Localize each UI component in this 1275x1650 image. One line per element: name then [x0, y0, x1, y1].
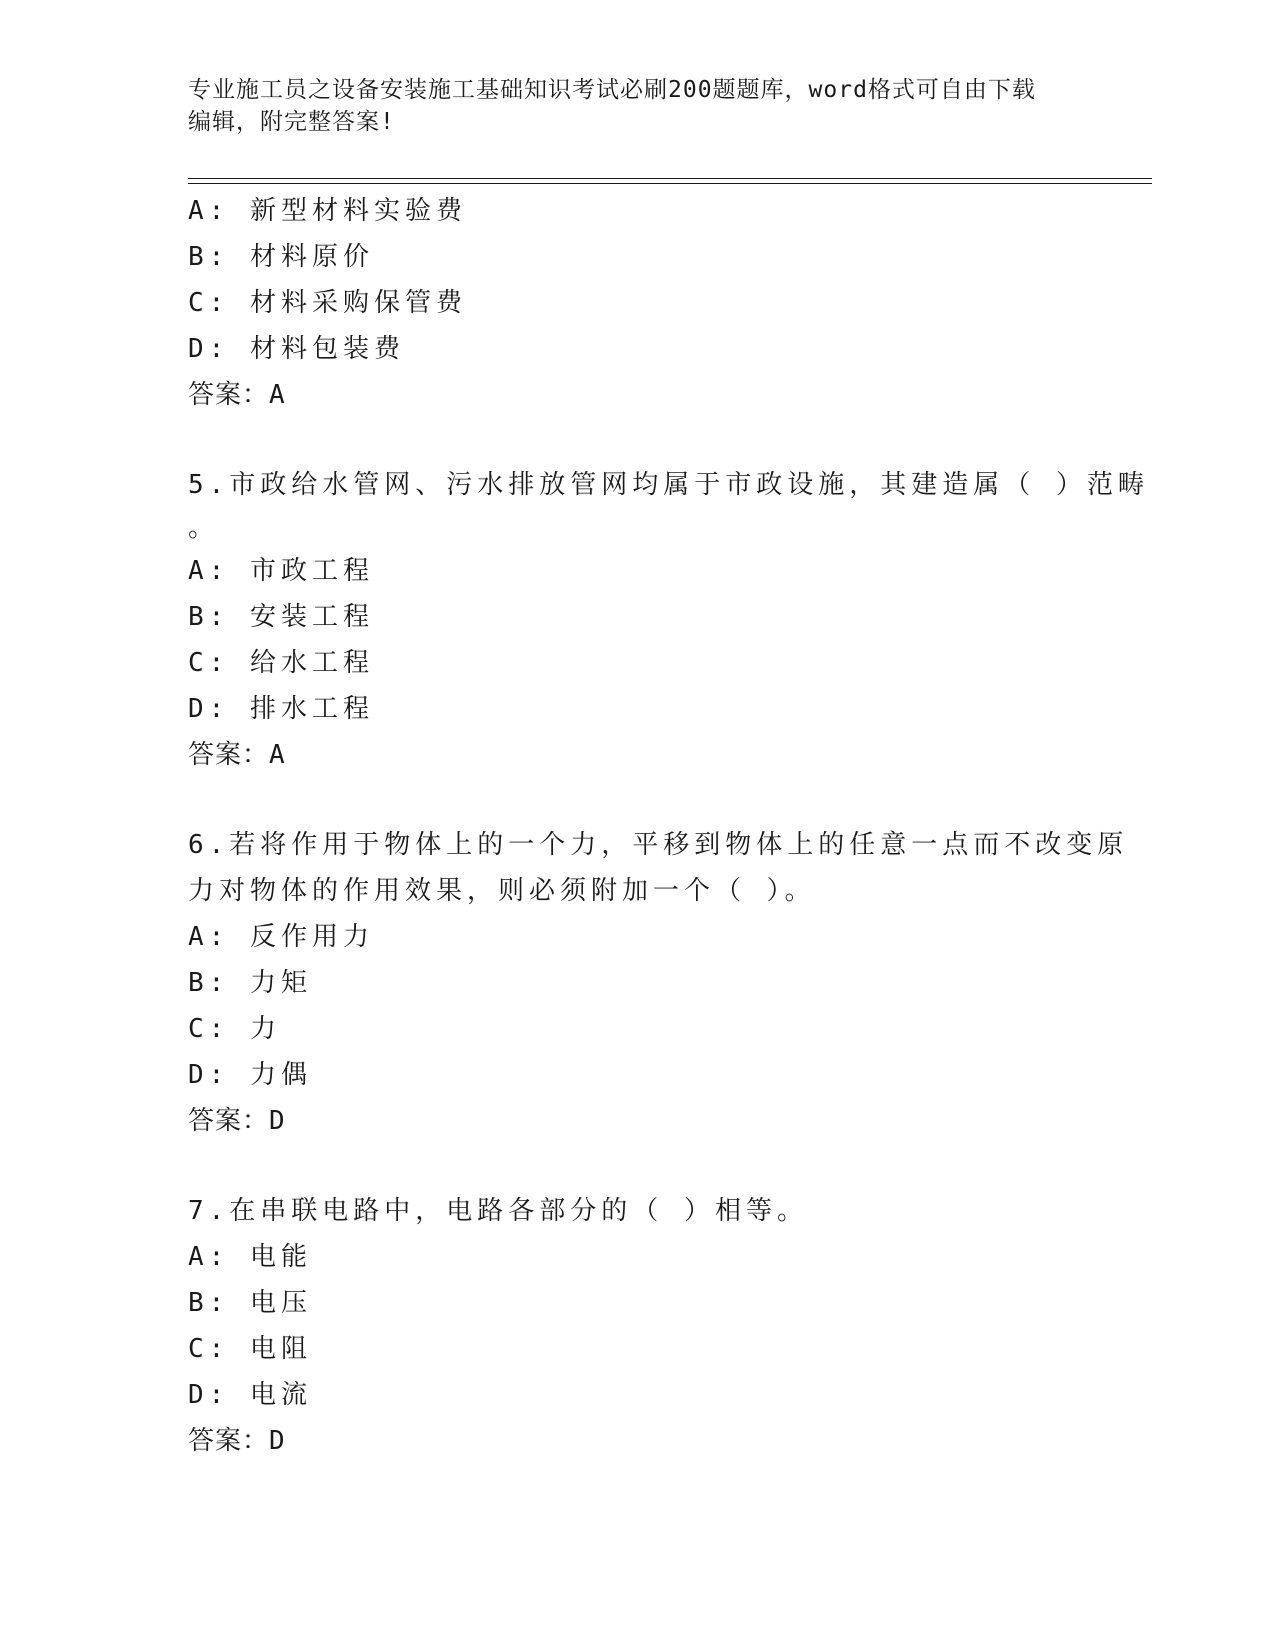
q7-option-c: C: 电阻: [188, 1334, 312, 1364]
q6-text-line-2: 力对物体的作用效果，则必须附加一个（ ）。: [188, 876, 816, 906]
q7-answer: 答案：D: [188, 1426, 286, 1456]
q6-option-b: B: 力矩: [188, 968, 312, 998]
q4-option-c: C: 材料采购保管费: [188, 288, 467, 318]
q5-option-d: D: 排水工程: [188, 694, 374, 724]
q5-option-c: C: 给水工程: [188, 648, 374, 678]
q5-text-line-1: 5.市政给水管网、污水排放管网均属于市政设施，其建造属（ ）范畴: [188, 470, 1149, 500]
spacer: [188, 1144, 1108, 1188]
q7-option-a: A: 电能: [188, 1242, 312, 1272]
question-7: [188, 1188, 1108, 1464]
q7-option-d: D: 电流: [188, 1380, 312, 1410]
q5-text-line-2: 。: [188, 513, 220, 543]
q6-option-a: A: 反作用力: [188, 922, 374, 952]
q6-answer: 答案：D: [188, 1106, 286, 1136]
q5-option-a: A: 市政工程: [188, 556, 374, 586]
header-divider-top: [188, 178, 1152, 179]
spacer: [188, 778, 1108, 822]
question-4: [188, 188, 1108, 418]
q7-option-b: B: 电压: [188, 1288, 312, 1318]
question-5: [188, 462, 1149, 778]
q6-text-line-1: 6.若将作用于物体上的一个力，平移到物体上的任意一点而不改变原: [188, 830, 1129, 860]
spacer: [188, 418, 1108, 462]
document-header: [188, 74, 1088, 138]
q4-option-a: A: 新型材料实验费: [188, 196, 467, 226]
header-title-line-1: 专业施工员之设备安装施工基础知识考试必刷200题题库，word格式可自由下载: [188, 77, 1036, 103]
question-6: [188, 822, 1129, 1144]
header-divider-bottom: [188, 183, 1152, 184]
question-list: [188, 188, 1149, 1464]
header-title-line-2: 编辑，附完整答案!: [188, 109, 395, 135]
q4-option-d: D: 材料包装费: [188, 334, 405, 364]
q5-option-b: B: 安装工程: [188, 602, 374, 632]
q4-answer: 答案：A: [188, 380, 286, 410]
q4-option-b: B: 材料原价: [188, 242, 374, 272]
q7-text-line-1: 7.在串联电路中，电路各部分的（ ）相等。: [188, 1196, 808, 1226]
q6-option-c: C: 力: [188, 1014, 281, 1044]
q5-answer: 答案：A: [188, 740, 286, 770]
q6-option-d: D: 力偶: [188, 1060, 312, 1090]
